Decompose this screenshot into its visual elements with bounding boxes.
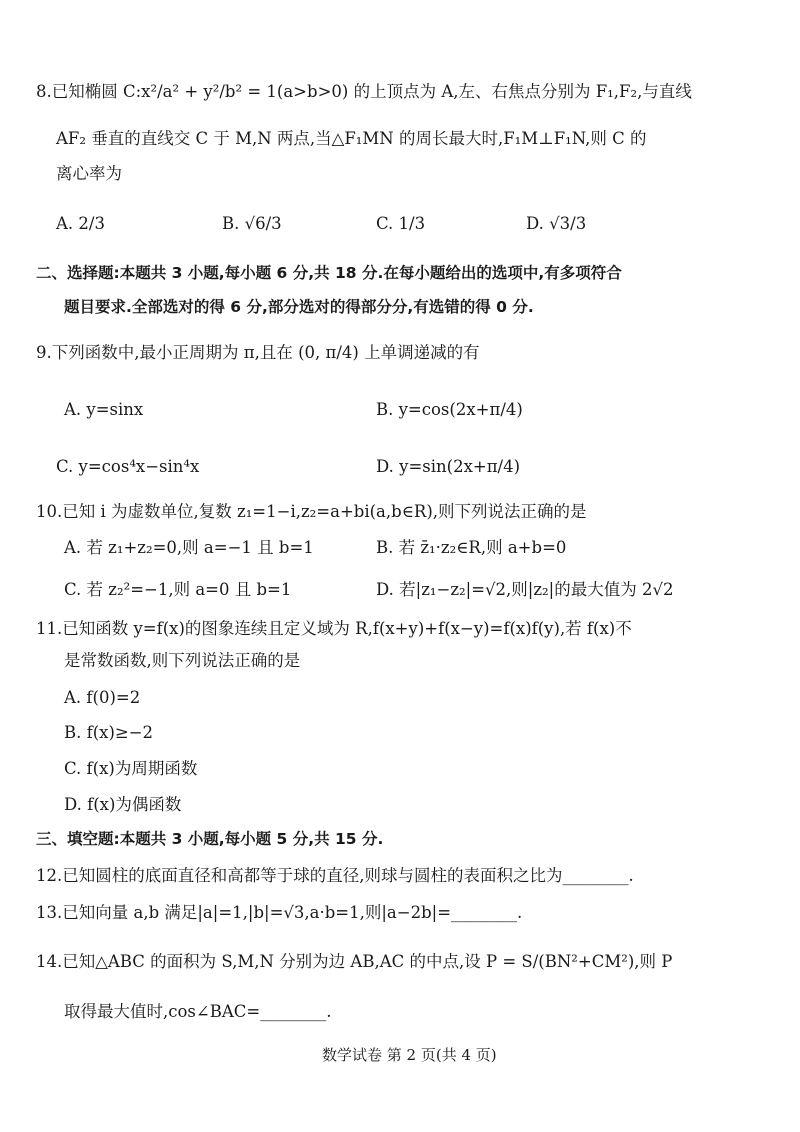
q10-option-d: D. 若|z₁−z₂|=√2,则|z₂|的最大值为 2√2 xyxy=(376,580,674,599)
q8-line-1: 8.已知椭圆 C:x²/a² + y²/b² = 1(a>b>0) 的上顶点为 A,左、右焦点分别为 F₁,F₂,与直线 xyxy=(36,82,692,101)
section3-heading: 三、填空题:本题共 3 小题,每小题 5 分,共 15 分. xyxy=(36,830,384,848)
q14-line-1: 14.已知△ABC 的面积为 S,M,N 分别为边 AB,AC 的中点,设 P = S/(BN²+CM²),则 P xyxy=(36,952,673,971)
q10-option-c: C. 若 z₂²=−1,则 a=0 且 b=1 xyxy=(64,580,292,599)
q11-option-d: D. f(x)为偶函数 xyxy=(64,795,182,814)
q11-option-a: A. f(0)=2 xyxy=(64,688,141,707)
q8-option-b: B. √6/3 xyxy=(222,214,282,233)
q8-option-c: C. 1/3 xyxy=(376,214,426,233)
q11-line-2: 是常数函数,则下列说法正确的是 xyxy=(64,651,301,670)
q9-option-d: D. y=sin(2x+π/4) xyxy=(376,457,521,476)
q9-option-b: B. y=cos(2x+π/4) xyxy=(376,400,523,419)
q8-line-2: AF₂ 垂直的直线交 C 于 M,N 两点,当△F₁MN 的周长最大时,F₁M⊥F₁N,则 C 的 xyxy=(56,129,647,148)
q9-stem: 9.下列函数中,最小正周期为 π,且在 (0, π/4) 上单调递减的有 xyxy=(36,343,480,362)
q14-line-2: 取得最大值时,cos∠BAC=________. xyxy=(64,1002,332,1021)
q8-line-3: 离心率为 xyxy=(56,164,122,183)
q11-option-b: B. f(x)≥−2 xyxy=(64,723,154,742)
q10-option-a: A. 若 z₁+z₂=0,则 a=−1 且 b=1 xyxy=(64,538,314,557)
q13-stem: 13.已知向量 a,b 满足|a|=1,|b|=√3,a·b=1,则|a−2b|=________. xyxy=(36,903,523,922)
q10-stem: 10.已知 i 为虚数单位,复数 z₁=1−i,z₂=a+bi(a,b∈R),则下列说法正确的是 xyxy=(36,502,587,521)
q8-option-a: A. 2/3 xyxy=(56,214,105,233)
page-footer: 数学试卷 第 2 页(共 4 页) xyxy=(322,1046,497,1064)
section2-heading-line-2: 题目要求.全部选对的得 6 分,部分选对的得部分分,有选错的得 0 分. xyxy=(64,298,534,316)
q9-option-a: A. y=sinx xyxy=(64,400,144,419)
q8-option-d: D. √3/3 xyxy=(526,214,587,233)
q10-option-b: B. 若 z̄₁·z₂∈R,则 a+b=0 xyxy=(376,538,567,557)
q9-option-c: C. y=cos⁴x−sin⁴x xyxy=(56,457,200,476)
q12-stem: 12.已知圆柱的底面直径和高都等于球的直径,则球与圆柱的表面积之比为________. xyxy=(36,866,634,885)
q11-option-c: C. f(x)为周期函数 xyxy=(64,759,198,778)
q11-line-1: 11.已知函数 y=f(x)的图象连续且定义域为 R,f(x+y)+f(x−y)=f(x)f(y),若 f(x)不 xyxy=(36,619,632,638)
section2-heading-line-1: 二、选择题:本题共 3 小题,每小题 6 分,共 18 分.在每小题给出的选项中,有多项符合 xyxy=(36,264,622,282)
